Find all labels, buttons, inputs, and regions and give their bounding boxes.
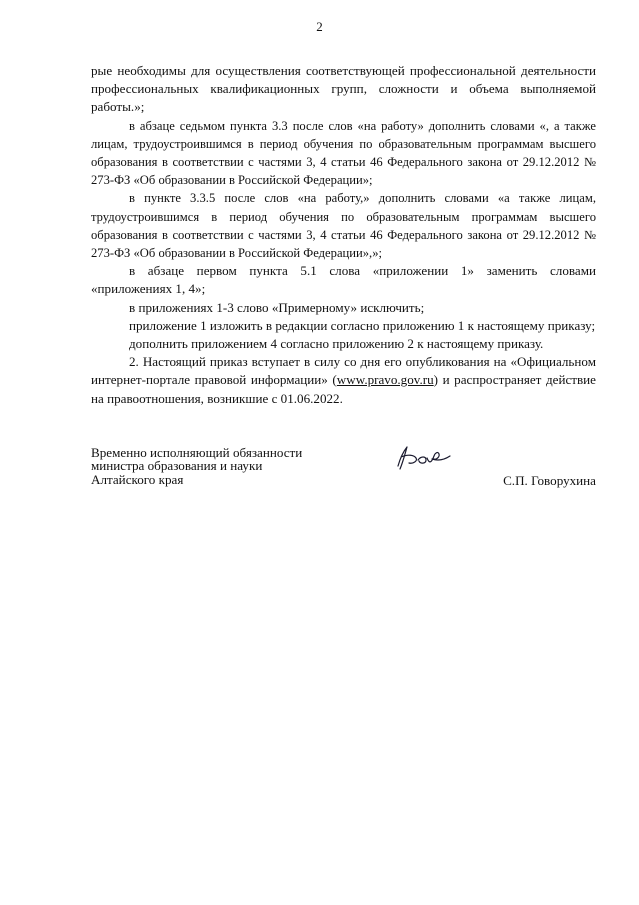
paragraph [91,189,596,262]
signatory-position-line: Алтайского края [91,471,184,487]
pravo-portal-link[interactable]: www.pravo.gov.ru [336,372,434,388]
handwritten-signature [394,442,454,474]
paragraph [91,262,596,298]
paragraph-text: в приложениях 1-3 слово «Примерному» исключить; [129,299,425,315]
document-body [91,62,596,408]
signatory-position [91,446,371,486]
paragraph-text: 2. Настоящий приказ вступает в силу со дня его опубликования на «Официальном интернет-портале правовой информации» ( [91,354,596,388]
signatory-position-line: министра образования и науки [91,458,263,474]
signatory-name: С.П. Говорухина [503,473,596,488]
paragraph [91,353,596,408]
signature-block [91,446,596,498]
paragraph [91,335,596,353]
paragraph-text: в абзаце седьмом пункта 3.3 после слов «на работу» дополнить словами «, а также лицам, трудоустроившимся в период обучения по образовательным программам высшего образования в соответствии с частями 3, 4 статьи 46 Федерального закона от 29.12.2012 № 273-ФЗ «Об образовании в Российской Федерации»; [91,118,596,188]
signatory-position-line: Временно исполняющий обязанности [91,445,303,460]
page-number: 2 [316,19,323,34]
paragraph-text: рые необходимы для осуществления соответствующей профессиональной деятельности профессиональных квалификационных групп, сложности и объема выполняемой работы.»; [91,63,596,115]
paragraph-text: в абзаце первом пункта 5.1 слова «приложении 1» заменить словами «приложениях 1, 4»; [91,263,596,297]
paragraph [91,62,596,117]
paragraph [91,117,596,190]
paragraph-text: приложение 1 изложить в редакции согласно приложению 1 к настоящему приказу; [129,317,596,333]
paragraph-text: дополнить приложением 4 согласно приложению 2 к настоящему приказу. [129,336,544,352]
paragraph [91,317,596,335]
paragraph [91,299,596,317]
paragraph-text: в пункте 3.3.5 после слов «на работу,» дополнить словами «а также лицам, трудоустроившимся в период обучения по образовательным программам высшего образования в соответствии с частями 3, 4 статьи 46 Федерального закона от 29.12.2012 № 273-ФЗ «Об образовании в Российской Федерации»,»; [91,191,596,261]
paragraph-text: ) и распространяет действие на правоотношения, возникшие с 01.06.2022. [91,372,596,406]
